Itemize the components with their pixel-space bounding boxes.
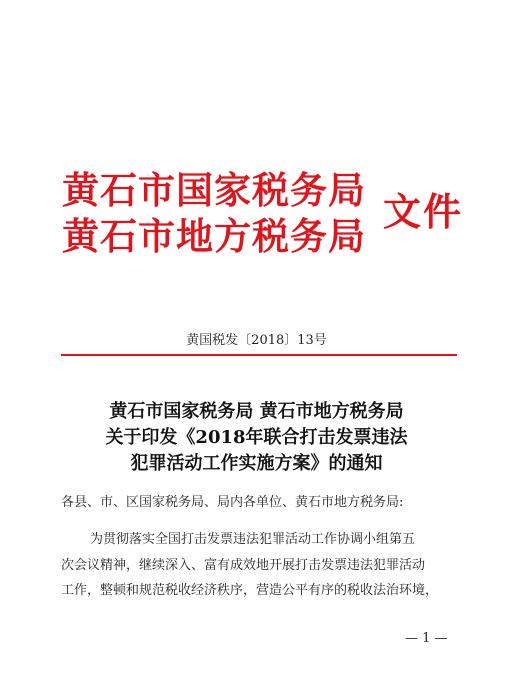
- document-number: 黄国税发〔2018〕13号: [186, 333, 327, 348]
- body-text-line: 为贯彻落实全国打击发票违法犯罪活动工作协调小组第五: [90, 532, 416, 547]
- notice-title-line-2: 关于印发《2018年联合打击发票违法: [105, 427, 408, 448]
- body-text-line: 工作，整顿和规范税收经济秩序，营造公平有序的税收法治环境，: [61, 583, 439, 598]
- document-type-label: 文件: [383, 189, 464, 234]
- page-number: — 1 —: [405, 631, 448, 646]
- issuer-name-national-tax: 黄石市国家税务局: [62, 168, 366, 212]
- notice-title-line-1: 黄石市国家税务局 黄石市地方税务局: [109, 401, 404, 422]
- issuer-name-local-tax: 黄石市地方税务局: [62, 214, 366, 258]
- addressee-line: 各县、市、区国家税务局、局内各单位、黄石市地方税务局:: [61, 495, 404, 510]
- red-divider-line: [61, 354, 457, 356]
- body-text-line: 次会议精神，继续深入、富有成效地开展打击发票违法犯罪活动: [61, 558, 426, 573]
- notice-title-line-3: 犯罪活动工作实施方案》的通知: [130, 453, 383, 474]
